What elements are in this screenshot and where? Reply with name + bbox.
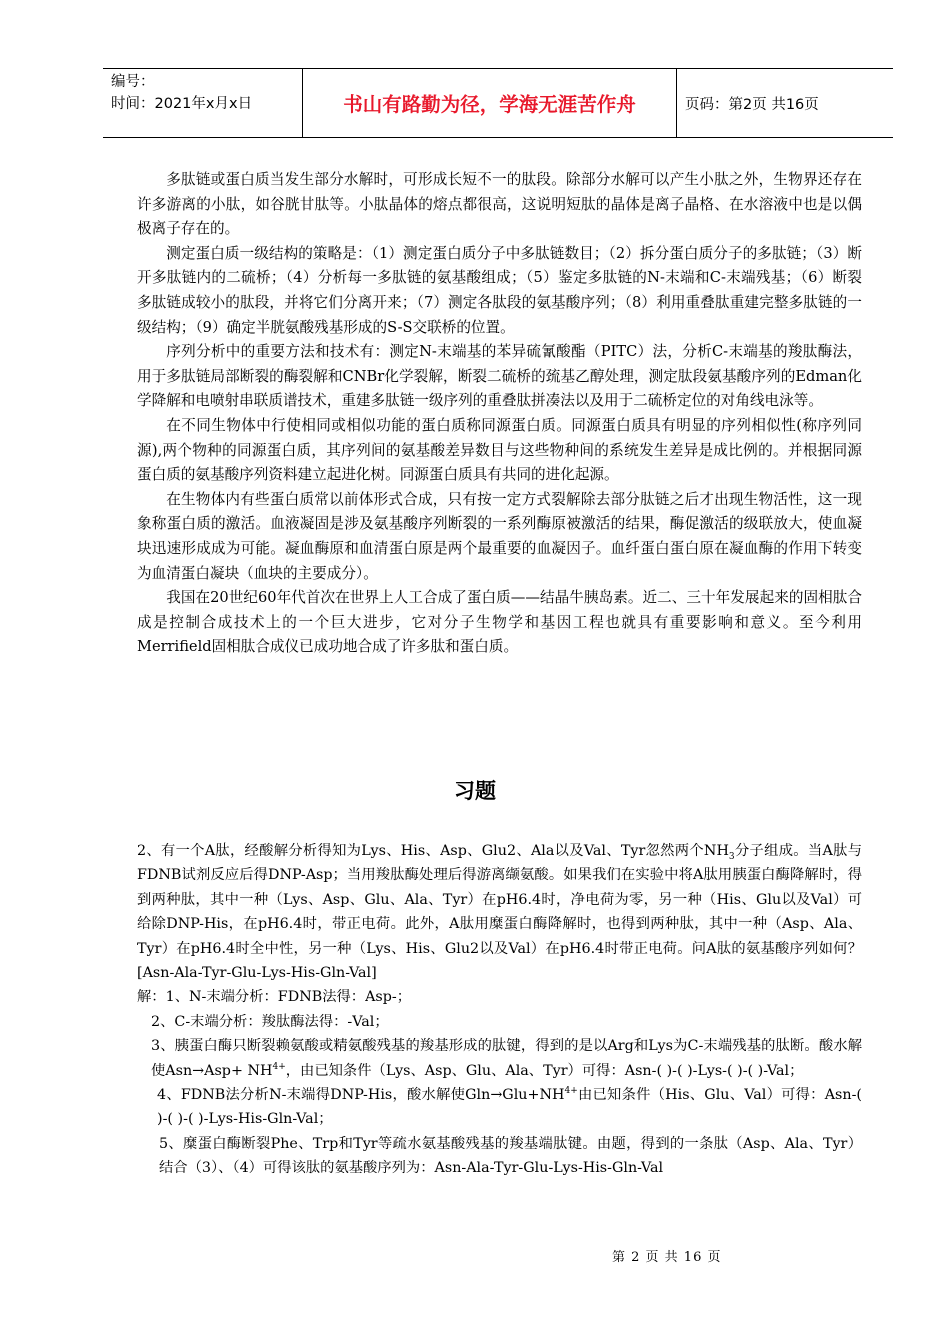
step-4-superscript: 4+ xyxy=(564,1086,578,1097)
question-subscript: 3 xyxy=(728,851,735,862)
paragraph: 在生物体内有些蛋白质常以前体形式合成，只有按一定方式裂解除去部分肽链之后才出现生物活性，这一现象称蛋白质的激活。血液凝固是涉及氨基酸序列断裂的一系列酶原被激活的结果，酶促激活的级联放大，使血凝块迅速形成成为可能。凝血酶原和血清蛋白原是两个最重要的血凝因子。血纤蛋白蛋白原在凝血酶的作用下转变为血清蛋白凝块（血块的主要成分）。 xyxy=(137,490,862,582)
paragraph: 序列分析中的重要方法和技术有：测定N-末端基的苯异硫氰酸酯（PITC）法，分析C-末端基的羧肽酶法，用于多肽链局部断裂的酶裂解和CNBr化学裂解，断裂二硫桥的巯基乙醇处理，测定肽段氨基酸序列的Edman化学降解和电喷射串联质谱技术，重建多肽链一级序列的重叠肽拼凑法以及用于二硫桥定位的对角线电泳等。 xyxy=(137,343,862,410)
solution-step-3 xyxy=(137,1034,862,1083)
header-id-label: 编号： xyxy=(111,74,155,90)
paragraph: 多肽链或蛋白质当发生部分水解时，可形成长短不一的肽段。除部分水解可以产生小肽之外，生物界还存在许多游离的小肽，如谷胱甘肽等。小肽晶体的熔点都很高，这说明短肽的晶体是离子晶格、在水溶液中也是以偶极离子存在的。 xyxy=(137,171,862,238)
page-header xyxy=(103,68,893,138)
solution-step-5: 5、糜蛋白酶断裂Phe、Trp和Tyr等疏水氨基酸残基的羧基端肽键。由题，得到的一条肽（Asp、Ala、Tyr）结合（3）、（4）可得该肽的氨基酸序列为：Asn-Ala-Tyr-Glu-Lys-His-Gln-Val xyxy=(159,1135,862,1177)
header-meta xyxy=(103,69,303,137)
header-time-label: 时间：2021年x月x日 xyxy=(111,96,253,112)
main-text xyxy=(137,168,862,660)
paragraph: 在不同生物体中行使相同或相似功能的蛋白质称同源蛋白质。同源蛋白质具有明显的序列相似性(称序列同源),两个物种的同源蛋白质，其序列间的氨基酸差异数目与这些物种间的系统发生差异是成比例的。并根据同源蛋白质的氨基酸序列资料建立起进化树。同源蛋白质具有共同的进化起源。 xyxy=(137,416,862,484)
step-3-text-a: 3、胰蛋白酶只断裂赖氨酸或精氨酸残基的羧基形成的肽键，得到的是以Arg和Lys为C-末端残基的肽断。酸水解使Asn→Asp+ NH xyxy=(151,1038,862,1079)
step-4-text-b: 由已知条件（His、Glu、Val）可得：Asn-( )-( )-( )-Lys-His-Gln-Val； xyxy=(157,1087,862,1128)
question-text-a: 2、有一个A肽，经酸解分析得知为Lys、His、Asp、Glu2、Ala以及Val、Tyr忽然两个NH xyxy=(137,843,729,859)
page-footer: 第 2 页 共 16 页 xyxy=(612,1250,722,1265)
step-3-superscript: 4+ xyxy=(272,1061,286,1072)
solution-step-4 xyxy=(137,1083,862,1132)
paragraph: 测定蛋白质一级结构的策略是：（1）测定蛋白质分子中多肽链数目；（2）拆分蛋白质分子的多肽链；（3）断开多肽链内的二硫桥；（4）分析每一多肽链的氨基酸组成；（5）鉴定多肽链的N-末端和C-末端残基；（6）断裂多肽链成较小的肽段，并将它们分离开来；（7）测定各肽段的氨基酸序列；（8）利用重叠肽重建完整多肽链的一级结构；（9）确定半胱氨酸残基形成的S-S交联桥的位置。 xyxy=(137,244,862,336)
solution-step-1: 解：1、N-末端分析：FDNB法得：Asp-； xyxy=(137,989,412,1006)
section-title: 习题 xyxy=(454,779,496,803)
step-3-text-b: ，由已知条件（Lys、Asp、Glu、Ala、Tyr）可得：Asn-( )-( )-Lys-( )-( )-Val； xyxy=(285,1062,804,1079)
header-page-label: 页码：第2页 共16页 xyxy=(685,96,819,113)
step-4-text-a: 4、FDNB法分析N-末端得DNP-His，酸水解使Gln→Glu+NH xyxy=(157,1087,565,1104)
header-motto: 书山有路勤为径，学海无涯苦作舟 xyxy=(303,69,677,137)
solution-step-2: 2、C-末端分析：羧肽酶法得：-Val； xyxy=(151,1013,389,1030)
exercise-block xyxy=(137,839,862,1181)
question-text-b: 分子组成。当A肽与FDNB试剂反应后得DNP-Asp；当用羧肽酶处理后得游离缬氨酸。如果我们在实验中将A肽用胰蛋白酶降解时，得到两种肽，其中一种（Lys、Asp、Glu、Ala、Tyr）在pH6.4时，净电荷为零，另一种（His、Glu以及Val）可给除DNP-His，在pH6.4时，带正电荷。此外，A肽用糜蛋白酶降解时，也得到两种肽，其中一种（Asp、Ala、Tyr）在pH6.4时全中性，另一种（Lys、His、Glu2以及Val）在pH6.4时带正电荷。问A肽的氨基酸序列如何？[Asn-Ala-Tyr-Glu-Lys-His-Gln-Val] xyxy=(137,843,862,982)
exercise-question xyxy=(137,839,862,985)
paragraph: 我国在20世纪60年代首次在世界上人工合成了蛋白质——结晶牛胰岛素。近二、三十年发展起来的固相肽合成是控制合成技术上的一个巨大进步，它对分子生物学和基因工程也就具有重要影响和意义。至今利用Merrifield固相肽合成仪已成功地合成了许多肽和蛋白质。 xyxy=(137,589,862,656)
